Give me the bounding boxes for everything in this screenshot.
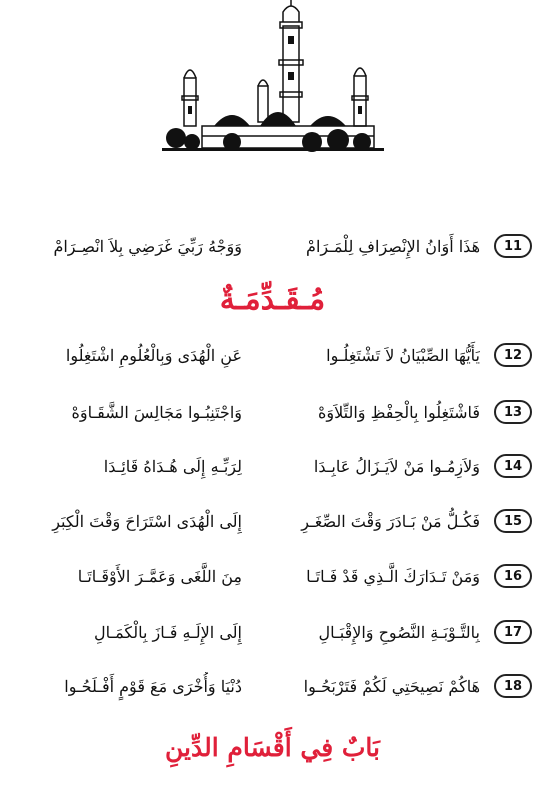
verse-second-hemistich: عَنِ الْهُدَى وَبِالْعُلُومِ اشْتَغِلُوا bbox=[65, 346, 242, 365]
verse-first-hemistich: وَمَنْ تَـدَارَكَ الَّـذِي قَدْ فَـاتَـا bbox=[306, 567, 480, 586]
verse-second-hemistich: إِلَى الْهُدَى اسْتَرَاحَ وَقْتَ الْكِبَرِ bbox=[52, 512, 242, 531]
verse-second-hemistich: وَاجْتَنِبُـوا مَجَالِسَ الشَّقَـاوَهْ bbox=[71, 403, 242, 422]
verse-row bbox=[12, 672, 532, 706]
verse-row bbox=[12, 398, 532, 432]
chapter-heading: بَابٌ فِي أَقْسَامِ الدِّينِ bbox=[165, 733, 380, 762]
verse-second-hemistich: وَوَجْهُ رَبِّيَ غَرَضِي بِلاَ انْصِـرَامْ bbox=[53, 237, 242, 256]
verse-number: 16 bbox=[494, 564, 532, 588]
verse-number: 15 bbox=[494, 509, 532, 533]
verse-first-hemistich: بِالتَّـوْبَـةِ النَّصُوحِ وَالإِقْبَـالِ bbox=[318, 623, 480, 642]
verse-second-hemistich: إِلَى الإِلَـهِ فَـازَ بِالْكَمَـالِ bbox=[93, 623, 242, 642]
verse-number: 11 bbox=[494, 234, 532, 258]
verse-number: 14 bbox=[494, 454, 532, 478]
verse-row bbox=[12, 618, 532, 652]
verse-row bbox=[12, 562, 532, 596]
verse-row bbox=[12, 341, 532, 375]
verse-second-hemistich: دُنْيَا وَأُخْرَى مَعَ قَوْمٍ أَفْـلَحُـوا bbox=[64, 677, 242, 696]
verse-first-hemistich: فَكُـلُّ مَنْ بَـادَرَ وَقْتَ الصِّغَـرِ bbox=[301, 512, 480, 531]
verse-number: 13 bbox=[494, 400, 532, 424]
verse-number: 18 bbox=[494, 674, 532, 698]
verse-second-hemistich: مِنَ اللَّغَى وَعَمَّـرَ الأَوْقَـاتَـا bbox=[77, 567, 242, 586]
verse-row bbox=[12, 452, 532, 486]
section-heading-intro: مُـقَـدِّمَـةٌ bbox=[219, 282, 326, 317]
verse-first-hemistich: فَاشْتَغِلُوا بِالْحِفْظِ وَالتِّلاَوَهْ bbox=[318, 403, 480, 422]
verse-first-hemistich: هَذَا أَوَانُ الإِنْصِرَافِ لِلْمَـرَامْ bbox=[306, 237, 480, 256]
verse-number: 17 bbox=[494, 620, 532, 644]
verse-second-hemistich: لِرَبِّـهِ إِلَى هُـدَاهُ قَائِـدَا bbox=[103, 457, 242, 476]
verse-row bbox=[12, 232, 532, 266]
verse-first-hemistich: يَأَيُّهَا الصِّبْيَانُ لاَ تَشْتَغِلُـوا bbox=[326, 346, 480, 365]
mosque-illustration bbox=[162, 0, 384, 160]
verse-row bbox=[12, 507, 532, 541]
verse-first-hemistich: وَلاَزِمُـوا مَنْ لاَيَـزَالُ عَابِـدَا bbox=[313, 457, 480, 476]
verse-number: 12 bbox=[494, 343, 532, 367]
verse-first-hemistich: هَاكُمْ نَصِيحَتِي لَكُمْ فَتَرْبَحُـوا bbox=[303, 677, 480, 696]
